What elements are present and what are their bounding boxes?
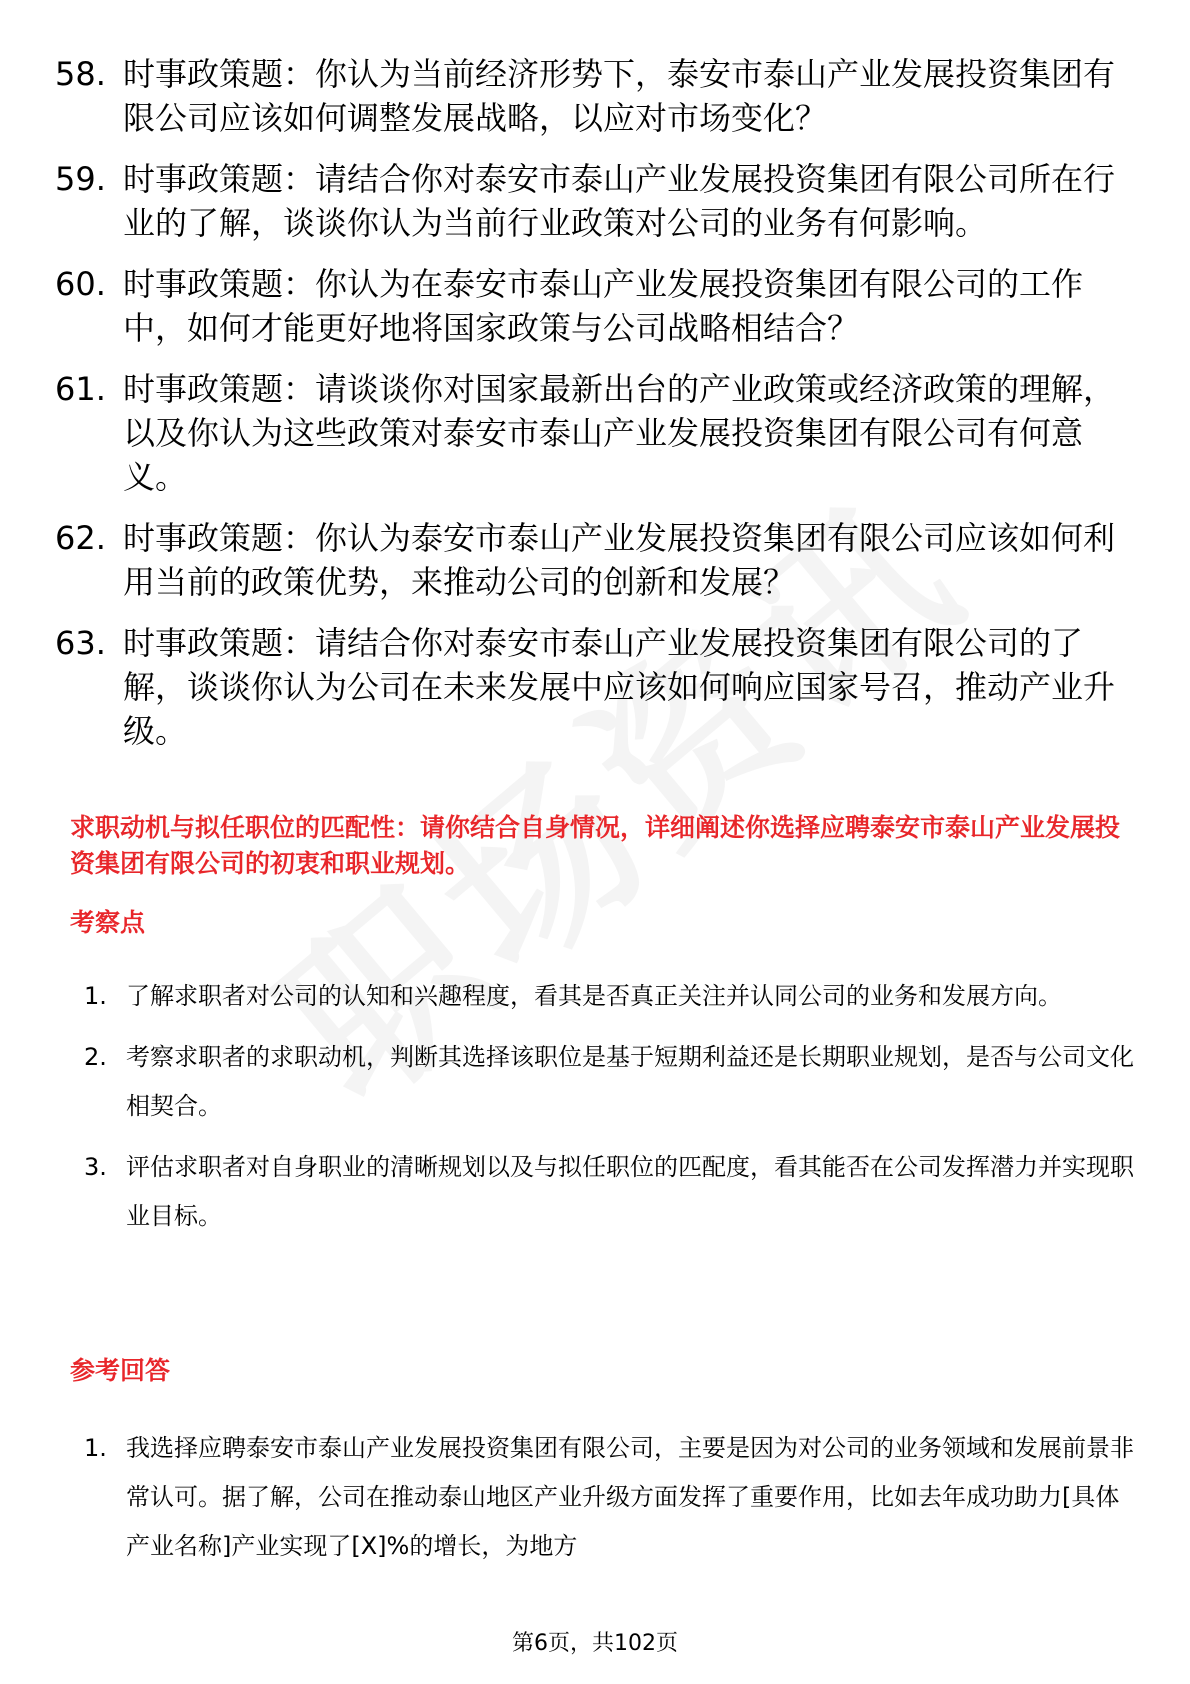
kaocha-item: [84, 1143, 1134, 1241]
answer-number: 1.: [84, 1434, 107, 1462]
question-item: [55, 52, 1135, 140]
question-text: 时事政策题：你认为在泰安市泰山产业发展投资集团有限公司的工作中，如何才能更好地将国家政策与公司战略相结合？: [123, 265, 1084, 347]
question-number: 58.: [55, 55, 106, 93]
kaocha-number: 1.: [84, 982, 107, 1010]
question-number: 62.: [55, 519, 106, 557]
kaocha-list: [84, 972, 1134, 1253]
section-heading: 求职动机与拟任职位的匹配性：请你结合自身情况，详细阐述你选择应聘泰安市泰山产业发展投资集团有限公司的初衷和职业规划。: [70, 813, 1121, 878]
kaocha-text: 了解求职者对公司的认知和兴趣程度，看其是否真正关注并认同公司的业务和发展方向。: [126, 982, 1062, 1010]
kaocha-item: [84, 1033, 1134, 1131]
question-item: [55, 516, 1135, 604]
kaocha-number: 2.: [84, 1043, 107, 1071]
question-item: [55, 262, 1135, 350]
question-number: 63.: [55, 624, 106, 662]
question-item: [55, 621, 1135, 753]
question-text: 时事政策题：请谈谈你对国家最新出台的产业政策或经济政策的理解，以及你认为这些政策对泰安市泰山产业发展投资集团有限公司有何意义。: [123, 370, 1116, 496]
question-number: 61.: [55, 370, 106, 408]
question-item: [55, 367, 1135, 499]
question-text: 时事政策题：请结合你对泰安市泰山产业发展投资集团有限公司的了解，谈谈你认为公司在未来发展中应该如何响应国家号召，推动产业升级。: [123, 624, 1116, 750]
page-footer: 第6页，共102页: [512, 1631, 678, 1656]
question-number: 60.: [55, 265, 106, 303]
question-number: 59.: [55, 160, 106, 198]
kaocha-number: 3.: [84, 1153, 107, 1181]
question-text: 时事政策题：你认为泰安市泰山产业发展投资集团有限公司应该如何利用当前的政策优势，来推动公司的创新和发展？: [123, 519, 1116, 601]
answer-text: 我选择应聘泰安市泰山产业发展投资集团有限公司，主要是因为对公司的业务领域和发展前景非常认可。据了解，公司在推动泰山地区产业升级方面发挥了重要作用，比如去年成功助力[具体产业名称]产业实现了[X]%的增长，为地方: [126, 1434, 1134, 1560]
kaocha-title: 考察点: [70, 908, 146, 937]
question-text: 时事政策题：请结合你对泰安市泰山产业发展投资集团有限公司所在行业的了解，谈谈你认为当前行业政策对公司的业务有何影响。: [123, 160, 1116, 242]
kaocha-item: [84, 972, 1134, 1021]
kaocha-text: 考察求职者的求职动机，判断其选择该职位是基于短期利益还是长期职业规划，是否与公司文化相契合。: [126, 1043, 1134, 1120]
answer-item: [84, 1424, 1134, 1571]
question-text: 时事政策题：你认为当前经济形势下，泰安市泰山产业发展投资集团有限公司应该如何调整发展战略，以应对市场变化？: [123, 55, 1116, 137]
answer-title: 参考回答: [70, 1356, 171, 1385]
kaocha-text: 评估求职者对自身职业的清晰规划以及与拟任职位的匹配度，看其能否在公司发挥潜力并实现职业目标。: [126, 1153, 1134, 1230]
question-item: [55, 157, 1135, 245]
answer-list: [84, 1424, 1134, 1583]
question-list: [55, 52, 1135, 770]
